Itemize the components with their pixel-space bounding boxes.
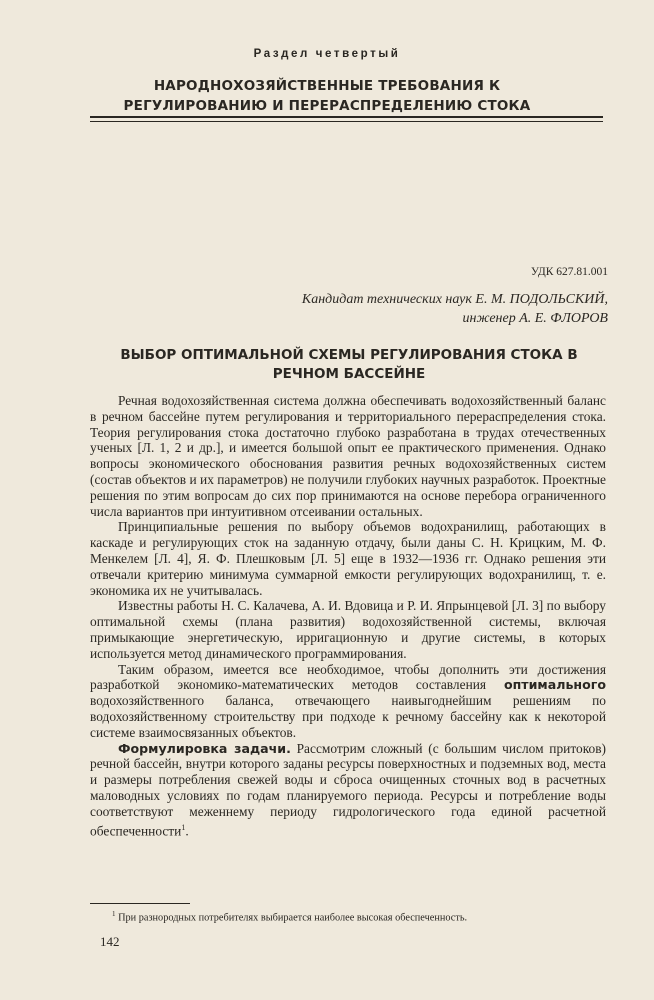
paragraph-4 [90,662,606,741]
paragraph-4-text-b: водохозяйственного баланса, отвечающего наивыгоднейшим решениям по водохозяйственному строительству при подходе к речному бассейну как к некоторой системе взаимосвязанных объектов. [90,693,606,740]
page-number: 142 [100,934,120,949]
paragraph-3: Известны работы Н. С. Калачева, А. И. Вдовица и Р. И. Япрынцевой [Л. 3] по выбору оптимальной схемы (плана развития) водохозяйственной системы, включая примыкающие энергетическую, ирригационную и другие системы, в которых используется метод динамического программирования. [90,598,606,661]
paragraph-5-text: Рассмотрим сложный (с большим числом притоков) речной бассейн, внутри которого заданы ресурсы поверхностных и подземных вод, места и размеры потребления свежей воды и сброса очищенных сточных вод в расчетных маловодных условиях по годам планируемого периода. Ресурсы и потребление воды соответствуют меженнему периоду гидрологического года единой расчетной обеспеченности [90,740,607,838]
paragraph-2: Принципиальные решения по выбору объемов водохранилищ, работающих в каскаде и регулирующих сток на заданную отдачу, были даны С. Н. Крицким, М. Ф. Менкелем [Л. 4], Я. Ф. Плешковым [Л. 5] еще в 1932—1936 гг. Однако решения эти отвечали критерию минимума суммарной емкости регулирующих водохранилищ, т. е. экономика их не учитывалась. [90,519,606,598]
paragraph-5-heading: Формулировка задачи. [118,740,291,756]
article-title: ВЫБОР ОПТИМАЛЬНОЙ СХЕМЫ РЕГУЛИРОВАНИЯ СТОКА В РЕЧНОМ БАССЕЙНЕ [120,347,578,382]
header-rule-thick [90,116,603,118]
section-label: Раздел четвертый [253,48,401,60]
paragraph-4-text-a: Таким образом, имеется все необходимое, чтобы дополнить эти достижения разработкой экономико-математических методов составления [90,661,606,693]
author-1: Кандидат технических наук Е. М. ПОДОЛЬСКИЙ, [301,292,608,307]
article-body [90,393,606,839]
paragraph-1: Речная водохозяйственная система должна обеспечивать водохозяйственный баланс в речном бассейне путем регулирования и территориального перераспределения стока. Теория регулирования стока достаточно глубоко разработана в трудах отечественных ученых [Л. 1, 2 и др.], и имеется большой опыт ее практического применения. Однако вопросы экономического обоснования развития речных водохозяйственных систем (состав объектов и их параметров) не получили глубоких научных разработок. Проектные решения по этим вопросам до сих пор принимаются на основе перебора ограниченного числа вариантов при интуитивном отсеивании остальных. [90,393,606,519]
footnote-rule [90,903,190,904]
udk-code: УДК 627.81.001 [530,266,608,278]
footnote [112,910,602,923]
authors [150,290,608,328]
footnote-ref: 1 [181,822,186,832]
author-2: инженер А. Е. ФЛОРОВ [462,311,608,326]
header-rule-thin [90,121,603,122]
footnote-text: При разнородных потребителях выбирается наиболее высокая обеспеченность. [118,912,468,924]
paragraph-5-end: . [185,822,189,838]
footnote-marker: 1 [112,910,116,918]
paragraph-4-bold: оптимального [503,677,606,693]
paragraph-5 [90,741,606,839]
section-title: НАРОДНОХОЗЯЙСТВЕННЫЕ ТРЕБОВАНИЯ К РЕГУЛИРОВАНИЮ И ПЕРЕРАСПРЕДЕЛЕНИЮ СТОКА [123,78,531,114]
